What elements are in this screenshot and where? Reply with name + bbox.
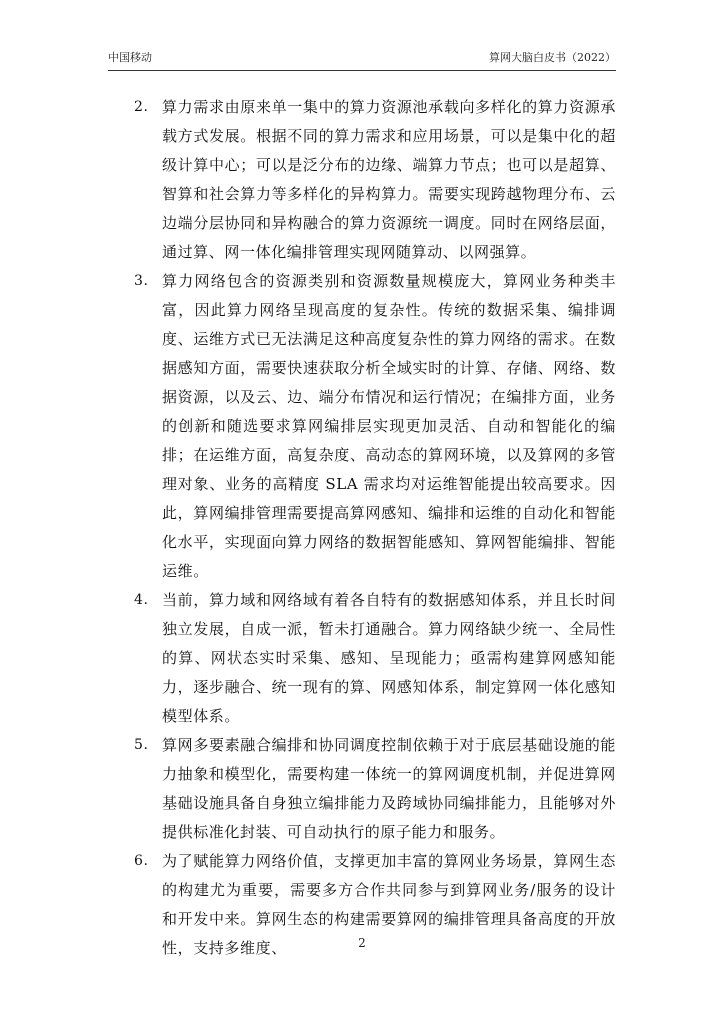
page-footer xyxy=(0,936,724,950)
list-item-number: 2. xyxy=(134,99,149,115)
document-body xyxy=(134,93,616,963)
list-item xyxy=(134,93,616,267)
list-item-number: 6. xyxy=(134,853,149,869)
list-item xyxy=(134,586,616,731)
list-item-text: 算网多要素融合编排和协同调度控制依赖于对于底层基础设施的能力抽象和模型化，需要构建一体统一的算网调度机制，并促进算网基础设施具备自身独立编排能力及跨域协同编排能力，且能够对外提供标准化封装、可自动执行的原子能力和服务。 xyxy=(162,736,616,841)
list-item xyxy=(134,267,616,586)
header-doc-title: 算网大脑白皮书（2022） xyxy=(489,51,616,64)
page-number: 2 xyxy=(358,936,366,950)
list-item xyxy=(134,731,616,847)
numbered-list xyxy=(134,93,616,963)
page-header xyxy=(108,48,616,68)
list-item-text: 算力网络包含的资源类别和资源数量规模庞大，算网业务种类丰富，因此算力网络呈现高度的复杂性。传统的数据采集、编排调度、运维方式已无法满足这种高度复杂性的算力网络的需求。在数据感知方面，需要快速获取分析全域实时的计算、存储、网络、数据资源，以及云、边、端分布情况和运行情况；在编排方面，业务的创新和随选要求算网编排层实现更加灵活、自动和智能化的编排；在运维方面，高复杂度、高动态的算网环境，以及算网的多管理对象、业务的高精度 SLA 需求均对运维智能提出较高要求。因此，算网编排管理需要提高算网感知、编排和运维的自动化和智能化水平，实现面向算力网络的数据智能感知、算网智能编排、智能运维。 xyxy=(162,272,616,580)
header-org-name: 中国移动 xyxy=(108,51,152,64)
list-item-number: 3. xyxy=(134,273,149,289)
list-item-text: 为了赋能算力网络价值，支撑更加丰富的算网业务场景，算网生态的构建尤为重要，需要多方合作共同参与到算网业务/服务的设计和开发中来。算网生态的构建需要算网的编排管理具备高度的开放性，支持多维度、 xyxy=(162,852,616,957)
list-item-text: 当前，算力域和网络域有着各自特有的数据感知体系，并且长时间独立发展，自成一派，暂未打通融合。算力网络缺少统一、全局性的算、网状态实时采集、感知、呈现能力；亟需构建算网感知能力，逐步融合、统一现有的算、网感知体系，制定算网一体化感知模型体系。 xyxy=(162,591,616,725)
list-item-text: 算力需求由原来单一集中的算力资源池承载向多样化的算力资源承载方式发展。根据不同的算力需求和应用场景，可以是集中化的超级计算中心；可以是泛分布的边缘、端算力节点；也可以是超算、智算和社会算力等多样化的异构算力。需要实现跨越物理分布、云边端分层协同和异构融合的算力资源统一调度。同时在网络层面，通过算、网一体化编排管理实现网随算动、以网强算。 xyxy=(162,98,616,261)
header-divider xyxy=(108,70,616,71)
list-item-number: 5. xyxy=(134,737,149,753)
list-item-number: 4. xyxy=(134,592,149,608)
